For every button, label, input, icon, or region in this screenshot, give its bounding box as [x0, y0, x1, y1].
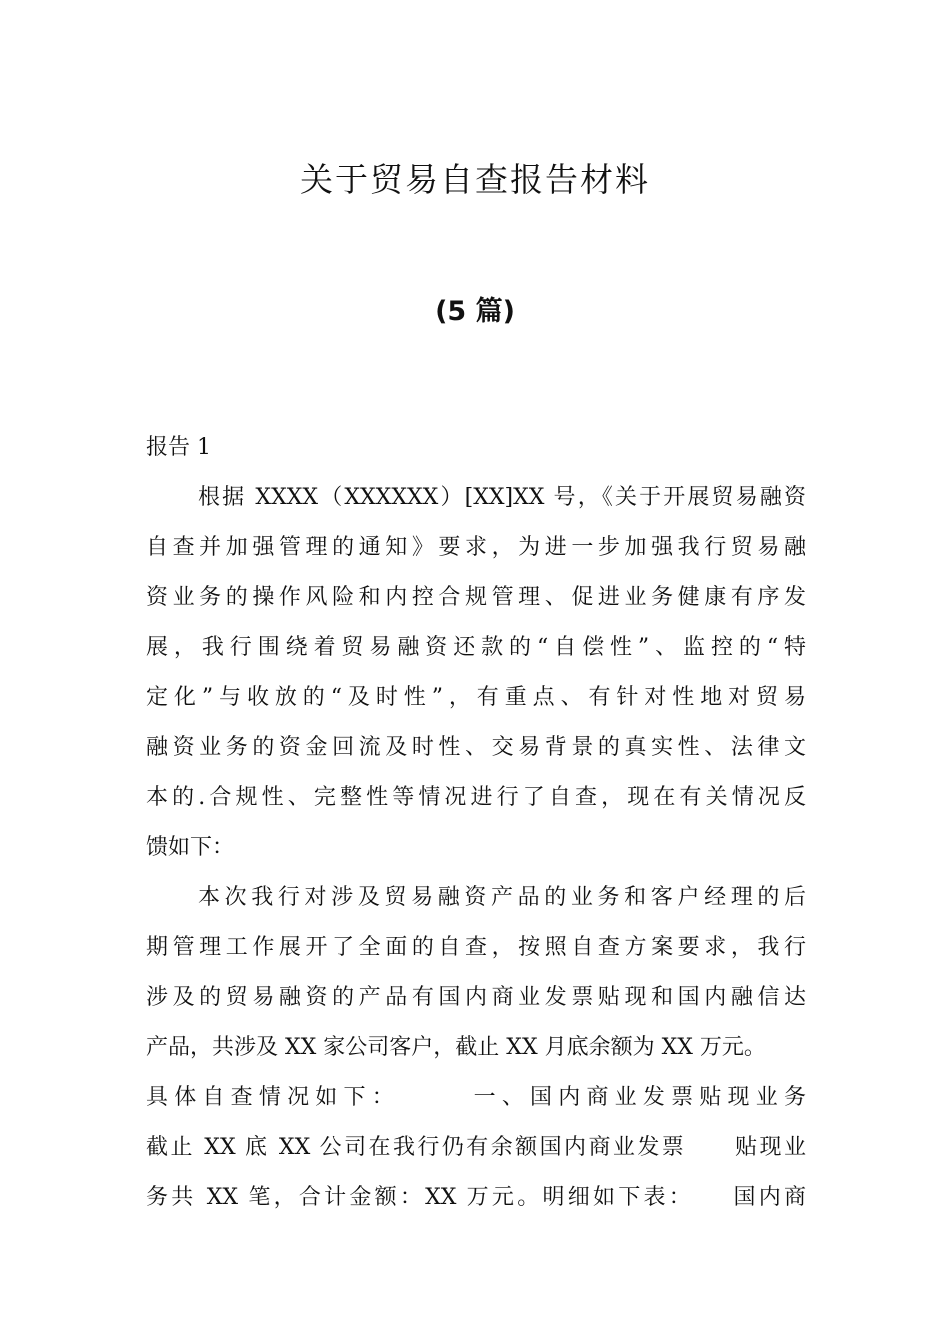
paragraph-line: 截止 XX 底 XX 公司在我行仍有余额国内商业发票 贴现业	[146, 1135, 806, 1160]
paragraph-line: 根据 XXXX（XXXXXX）[XX]XX 号，《关于开展贸易融资	[198, 485, 806, 510]
paragraph-1	[146, 473, 806, 873]
section-label: 报告 1	[146, 435, 211, 460]
paragraph-line: 务共 XX 笔，合计金额：XX 万元。明细如下表： 国内商	[146, 1185, 806, 1210]
paragraph-2	[146, 873, 806, 1223]
document-subtitle: (5 篇)	[435, 296, 515, 327]
document-title: 关于贸易自查报告材料	[300, 160, 650, 199]
paragraph-line: 期管理工作展开了全面的自查，按照自查方案要求，我行	[146, 935, 806, 960]
paragraph-line: 产品，共涉及 XX 家公司客户，截止 XX 月底余额为 XX 万元。	[146, 1035, 766, 1060]
paragraph-line: 展，我行围绕着贸易融资还款的“自偿性”、监控的“特	[146, 635, 806, 660]
paragraph-line: 资业务的操作风险和内控合规管理、促进业务健康有序发	[146, 585, 806, 610]
paragraph-line: 具体自查情况如下： 一、国内商业发票贴现业务	[146, 1085, 806, 1110]
paragraph-line: 定化”与收放的“及时性”，有重点、有针对性地对贸易	[146, 685, 806, 710]
paragraph-line: 馈如下：	[146, 835, 235, 860]
paragraph-line: 融资业务的资金回流及时性、交易背景的真实性、法律文	[146, 735, 806, 760]
paragraph-line: 自查并加强管理的通知》要求，为进一步加强我行贸易融	[146, 535, 806, 560]
paragraph-line: 本次我行对涉及贸易融资产品的业务和客户经理的后	[198, 885, 806, 910]
paragraph-line: 本的.合规性、完整性等情况进行了自查，现在有关情况反	[146, 785, 806, 810]
paragraph-line: 涉及的贸易融资的产品有国内商业发票贴现和国内融信达	[146, 985, 806, 1010]
